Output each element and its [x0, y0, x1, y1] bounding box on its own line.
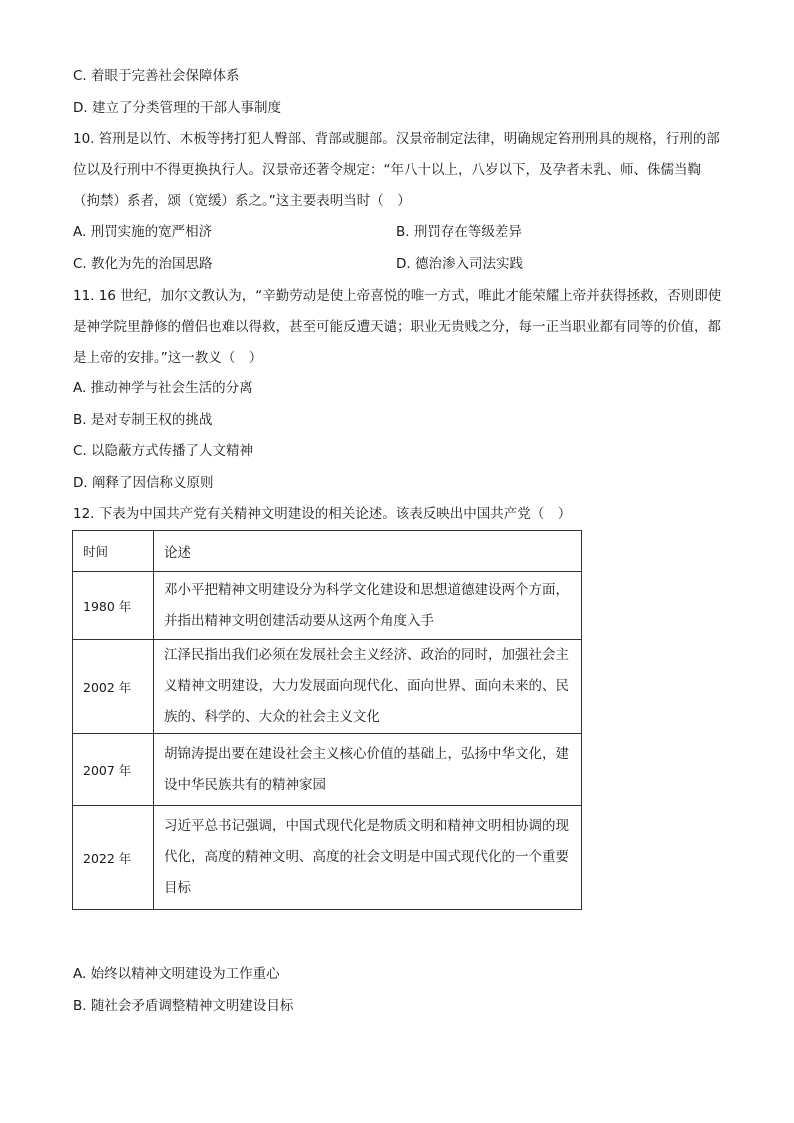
q12-stem: 12. 下表为中国共产党有关精神文明建设的相关论述。该表反映出中国共产党（ ）: [73, 506, 572, 522]
q11-option-b: B. 是对专制王权的挑战: [73, 412, 213, 428]
q11-option-a: A. 推动神学与社会生活的分离: [73, 380, 253, 396]
q12-option-b: B. 随社会矛盾调整精神文明建设目标: [73, 998, 294, 1014]
table-header-row: [73, 531, 582, 572]
table-row: [73, 734, 582, 806]
table-cell-text: 邓小平把精神文明建设分为科学文化建设和思想道德建设两个方面，并指出精神文明创建活动要从这两个角度入手: [154, 572, 582, 640]
q11-stem: 11. 16 世纪，加尔文教认为，“辛勤劳动是使上帝喜悦的唯一方式，唯此才能荣耀上帝并获得拯救，否则即使是神学院里静修的僧侣也难以得救，甚至可能反遭天谴；职业无贵贱之分，每一正当职业都有同等的价值，都是上帝的安排。”这一教义（ ）: [73, 288, 722, 366]
q11-option-d: D. 阐释了因信称义原则: [73, 475, 214, 491]
q9-option-d: D. 建立了分类管理的干部人事制度: [73, 100, 281, 116]
q10-option-d: D. 德治渗入司法实践: [396, 256, 523, 272]
q12-option-a: A. 始终以精神文明建设为工作重心: [73, 966, 280, 982]
q10-option-b: B. 刑罚存在等级差异: [396, 224, 522, 240]
table-row: [73, 572, 582, 640]
q12-table: [72, 530, 582, 910]
table-row: [73, 640, 582, 734]
table-cell-year: 2007 年: [73, 734, 154, 806]
q9-option-c: C. 着眼于完善社会保障体系: [73, 68, 240, 84]
table-cell-year: 2002 年: [73, 640, 154, 734]
table-cell-year: 1980 年: [73, 572, 154, 640]
table-cell-text: 江泽民指出我们必须在发展社会主义经济、政治的同时，加强社会主义精神文明建设，大力发展面向现代化、面向世界、面向未来的、民族的、科学的、大众的社会主义文化: [154, 640, 582, 734]
table-row: [73, 806, 582, 910]
q10-stem: 10. 笞刑是以竹、木板等拷打犯人臀部、背部或腿部。汉景帝制定法律，明确规定笞刑刑具的规格，行刑的部位以及行刑中不得更换执行人。汉景帝还著令规定：“年八十以上，八岁以下，及孕者未乳、师、侏儒当鞫（拘禁）系者，颂（宽缓）系之。”这主要表明当时（ ）: [73, 131, 720, 209]
table-cell-text: 习近平总书记强调，中国式现代化是物质文明和精神文明相协调的现代化，高度的精神文明、高度的社会文明是中国式现代化的一个重要目标: [154, 806, 582, 910]
table-cell-year: 2022 年: [73, 806, 154, 910]
table-cell-text: 胡锦涛提出要在建设社会主义核心价值的基础上，弘扬中华文化，建设中华民族共有的精神家园: [154, 734, 582, 806]
table-header-content: 论述: [154, 531, 582, 572]
q10-option-c: C. 教化为先的治国思路: [73, 256, 213, 272]
q11-option-c: C. 以隐蔽方式传播了人文精神: [73, 443, 254, 459]
table-header-time: 时间: [73, 531, 154, 572]
q10-option-a: A. 刑罚实施的宽严相济: [73, 224, 213, 240]
